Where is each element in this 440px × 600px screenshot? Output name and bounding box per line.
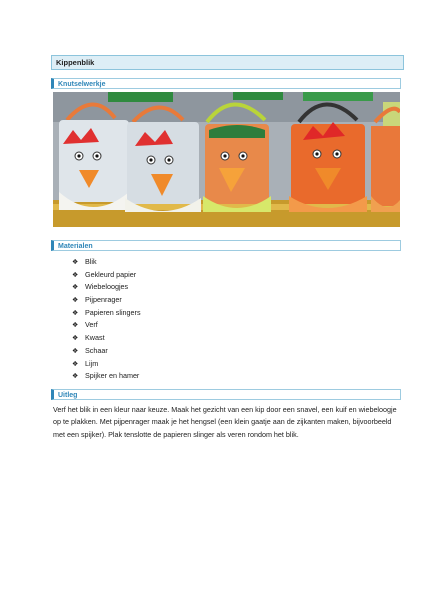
list-item: ❖ Verf — [72, 319, 141, 332]
craft-photo — [53, 92, 400, 227]
list-item: ❖ Gekleurd papier — [72, 269, 141, 282]
diamond-bullet-icon: ❖ — [72, 271, 79, 279]
list-item: ❖ Kwast — [72, 332, 141, 345]
diamond-bullet-icon: ❖ — [72, 309, 79, 317]
diamond-bullet-icon: ❖ — [72, 284, 79, 292]
list-item: ❖ Papieren slingers — [72, 307, 141, 320]
diamond-bullet-icon: ❖ — [72, 360, 79, 368]
diamond-bullet-icon: ❖ — [72, 347, 79, 355]
diamond-bullet-icon: ❖ — [72, 373, 79, 381]
document-title: Kippenblik — [51, 55, 404, 70]
chicken-can-white-2 — [125, 107, 201, 212]
list-item: ❖ Wiebeloogjes — [72, 281, 141, 294]
instructions-paragraph: Verf het blik in een kleur naar keuze. Maak het gezicht van een kip door een snavel, een kuif en wiebeloogje op te plakken. Met pijpenrager maak je het hengsel (een klein gaatje aan de zijkanten maken, bijvoorbeeld met een spijker). Plak tenslotte de papieren slinger als veren rondom het blik. — [53, 405, 397, 439]
list-item: ❖ Schaar — [72, 345, 141, 358]
section-heading-craft: Knutselwerkje — [51, 78, 401, 89]
diamond-bullet-icon: ❖ — [72, 322, 79, 330]
list-item: ❖ Spijker en hamer — [72, 370, 141, 383]
section-heading-materials: Materialen — [51, 240, 401, 251]
materials-list — [72, 256, 141, 383]
diamond-bullet-icon: ❖ — [72, 259, 79, 266]
chicken-can-white-1 — [59, 104, 129, 210]
section-heading-instructions: Uitleg — [51, 389, 401, 400]
list-item: ❖ Pijpenrager — [72, 294, 141, 307]
diamond-bullet-icon: ❖ — [72, 297, 79, 305]
diamond-bullet-icon: ❖ — [72, 335, 79, 343]
list-item: ❖ Blik — [72, 256, 141, 269]
list-item: ❖ Lijm — [72, 358, 141, 371]
